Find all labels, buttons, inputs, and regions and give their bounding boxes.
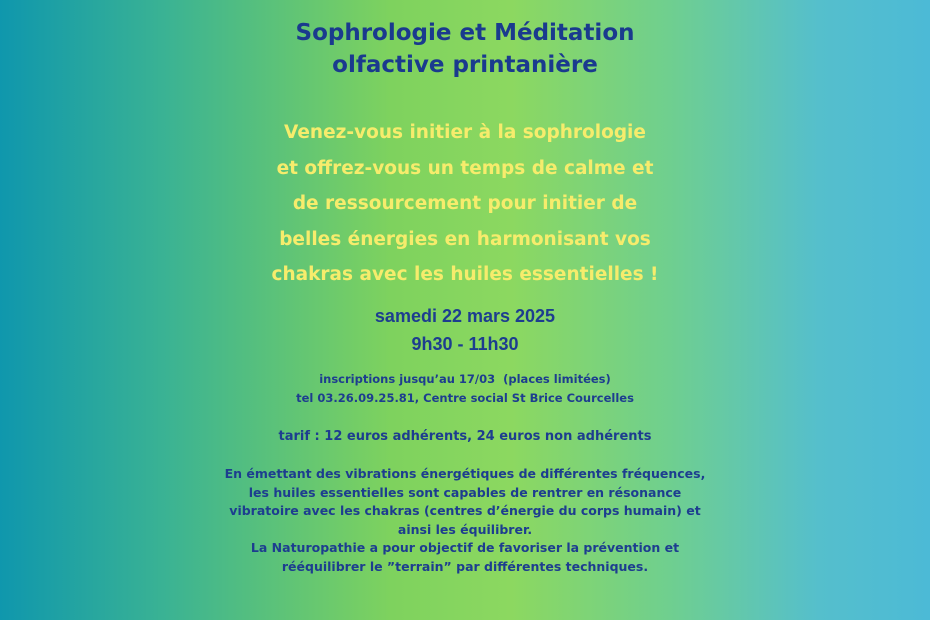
- description-line: En émettant des vibrations énergétiques de différentes fréquences,: [224, 466, 706, 481]
- event-datetime: [0, 302, 930, 358]
- registration-contact: tel 03.26.09.25.81, Centre social St Brice Courcelles: [296, 391, 634, 405]
- registration-info: [0, 370, 930, 408]
- registration-deadline: inscriptions jusqu’au 17/03 (places limitées): [319, 372, 611, 386]
- intro-line: chakras avec les huiles essentielles !: [271, 264, 659, 285]
- title-line-2: olfactive printanière: [332, 52, 598, 78]
- intro-line: et offrez-vous un temps de calme et: [276, 157, 654, 179]
- event-date: samedi 22 mars 2025: [374, 306, 556, 326]
- description-text: [0, 465, 930, 576]
- description-line: les huiles essentielles sont capables de rentrer en résonance: [248, 484, 682, 500]
- intro-line: de ressourcement pour initier de: [292, 193, 638, 214]
- pricing-info: tarif : 12 euros adhérents, 24 euros non adhérents: [278, 429, 652, 444]
- event-time: 9h30 - 11h30: [411, 334, 519, 354]
- description-line: rééquilibrer le ”terrain” par différentes techniques.: [281, 558, 649, 574]
- intro-line: Venez-vous initier à la sophrologie: [284, 122, 646, 143]
- title-line-1: Sophrologie et Méditation: [295, 20, 635, 46]
- poster-title: [0, 17, 930, 81]
- intro-line: belles énergies en harmonisant vos: [279, 228, 651, 250]
- intro-text: [0, 115, 930, 293]
- description-line: ainsi les équilibrer.: [397, 521, 533, 537]
- description-line: La Naturopathie a pour objectif de favoriser la prévention et: [250, 540, 680, 555]
- description-line: vibratoire avec les chakras (centres d’énergie du corps humain) et: [229, 503, 701, 518]
